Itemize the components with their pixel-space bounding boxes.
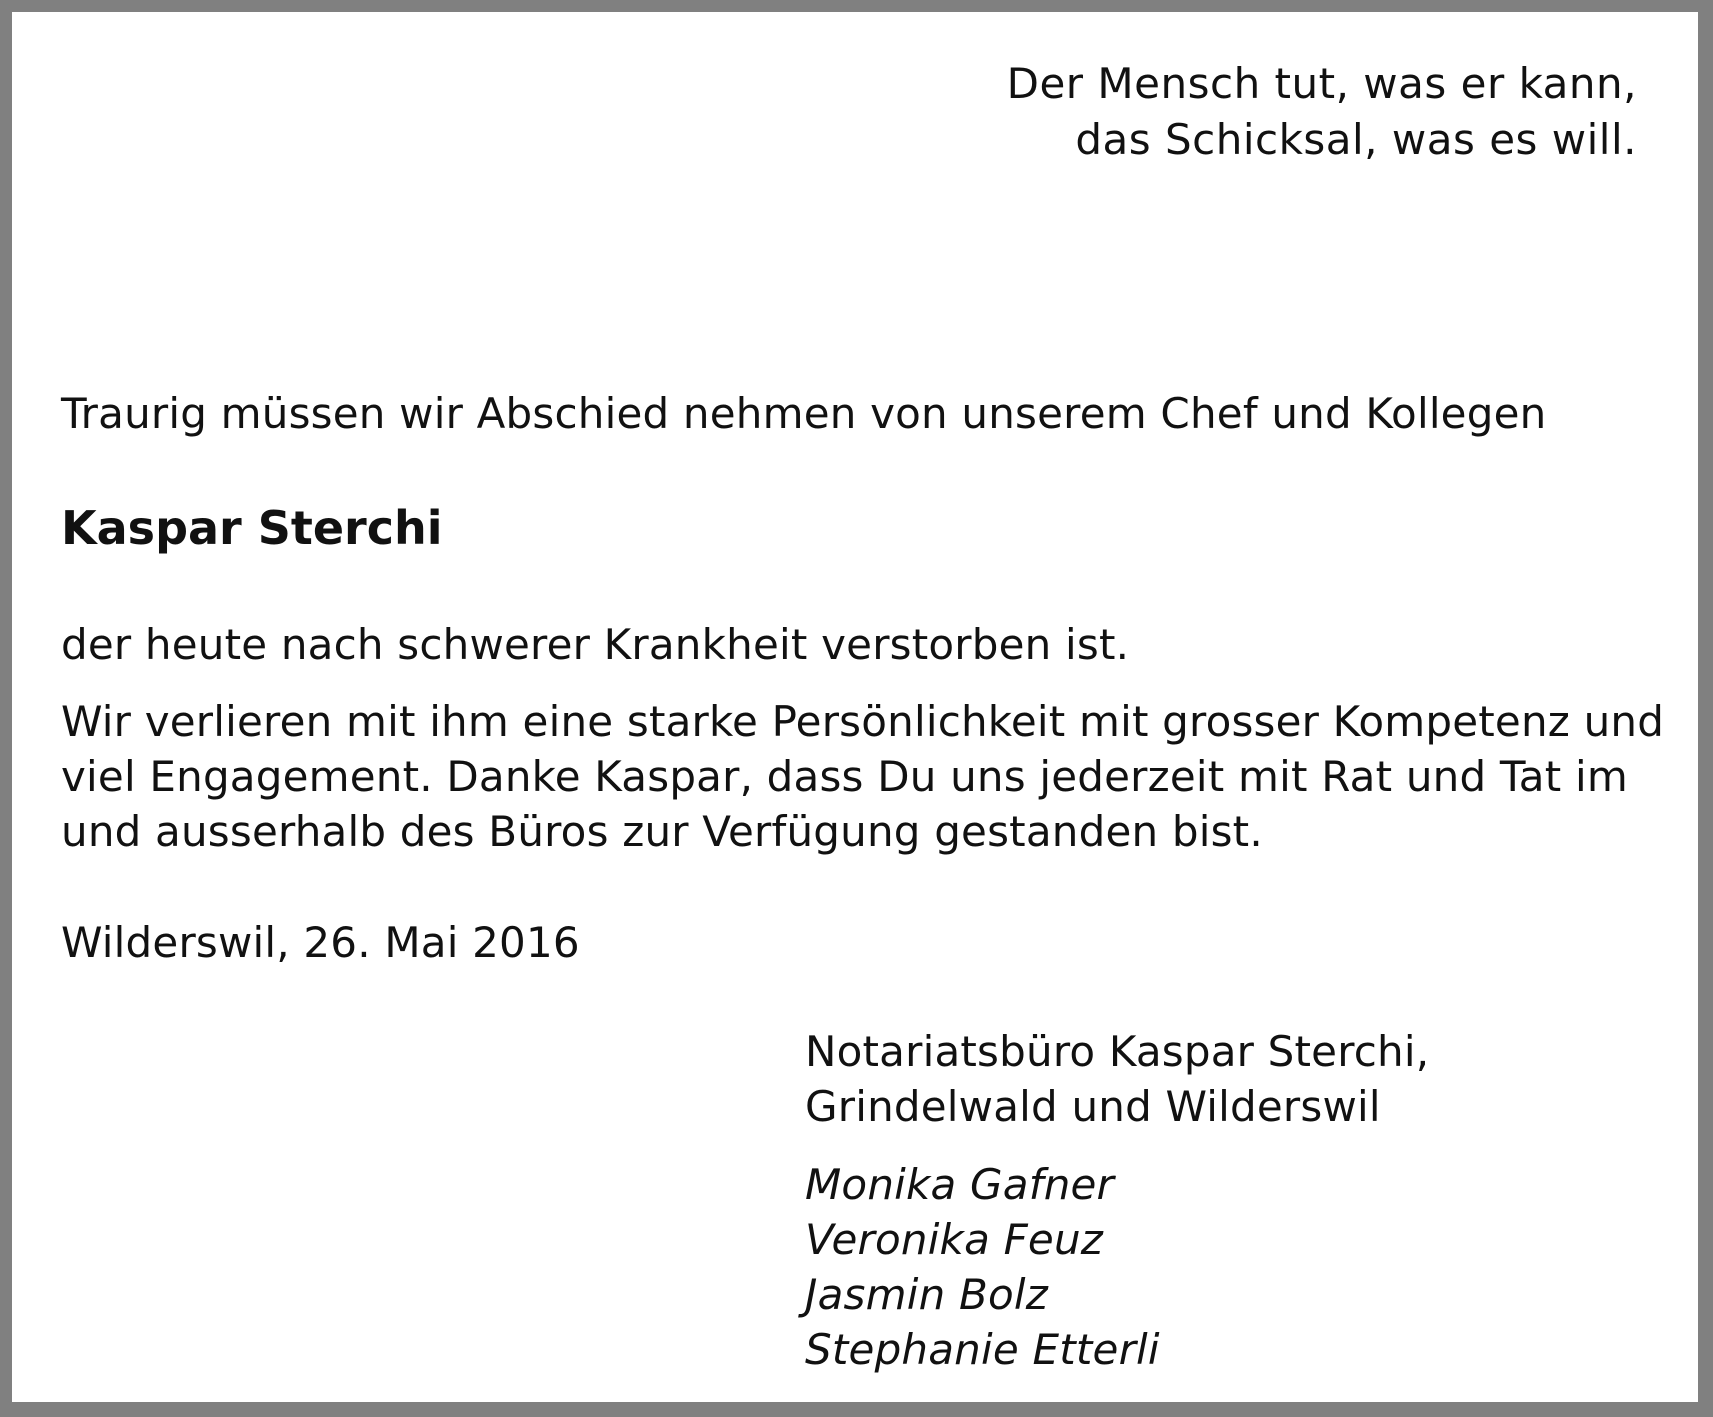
motto-quote bbox=[1007, 56, 1637, 168]
tribute-line-3: und ausserhalb des Büros zur Verfügung gestanden bist. bbox=[61, 807, 1263, 856]
place-and-date: Wilderswil, 26. Mai 2016 bbox=[61, 918, 580, 967]
staff-name: Stephanie Etterli bbox=[805, 1325, 1160, 1374]
staff-name: Veronika Feuz bbox=[805, 1215, 1104, 1264]
tribute-line-2: viel Engagement. Danke Kaspar, dass Du uns jederzeit mit Rat und Tat im bbox=[61, 752, 1628, 801]
deceased-name: Kaspar Sterchi bbox=[61, 501, 443, 555]
company-line-1: Notariatsbüro Kaspar Sterchi, bbox=[805, 1027, 1430, 1076]
company-line-2: Grindelwald und Wilderswil bbox=[805, 1082, 1381, 1131]
tribute-line-1: Wir verlieren mit ihm eine starke Persönlichkeit mit grosser Kompetenz und bbox=[61, 697, 1665, 746]
staff-name: Jasmin Bolz bbox=[805, 1270, 1048, 1319]
tribute-paragraph bbox=[61, 694, 1691, 859]
motto-line-1: Der Mensch tut, was er kann, bbox=[1006, 59, 1637, 108]
staff-name: Monika Gafner bbox=[805, 1160, 1115, 1209]
motto-line-2: das Schicksal, was es will. bbox=[1075, 115, 1637, 164]
staff-list bbox=[805, 1157, 1429, 1377]
obituary-notice bbox=[12, 12, 1698, 1402]
intro-text: Traurig müssen wir Abschied nehmen von unserem Chef und Kollegen bbox=[61, 389, 1547, 438]
death-statement: der heute nach schwerer Krankheit verstorben ist. bbox=[61, 620, 1130, 669]
signature-block bbox=[805, 1024, 1429, 1377]
company-name bbox=[805, 1024, 1429, 1134]
